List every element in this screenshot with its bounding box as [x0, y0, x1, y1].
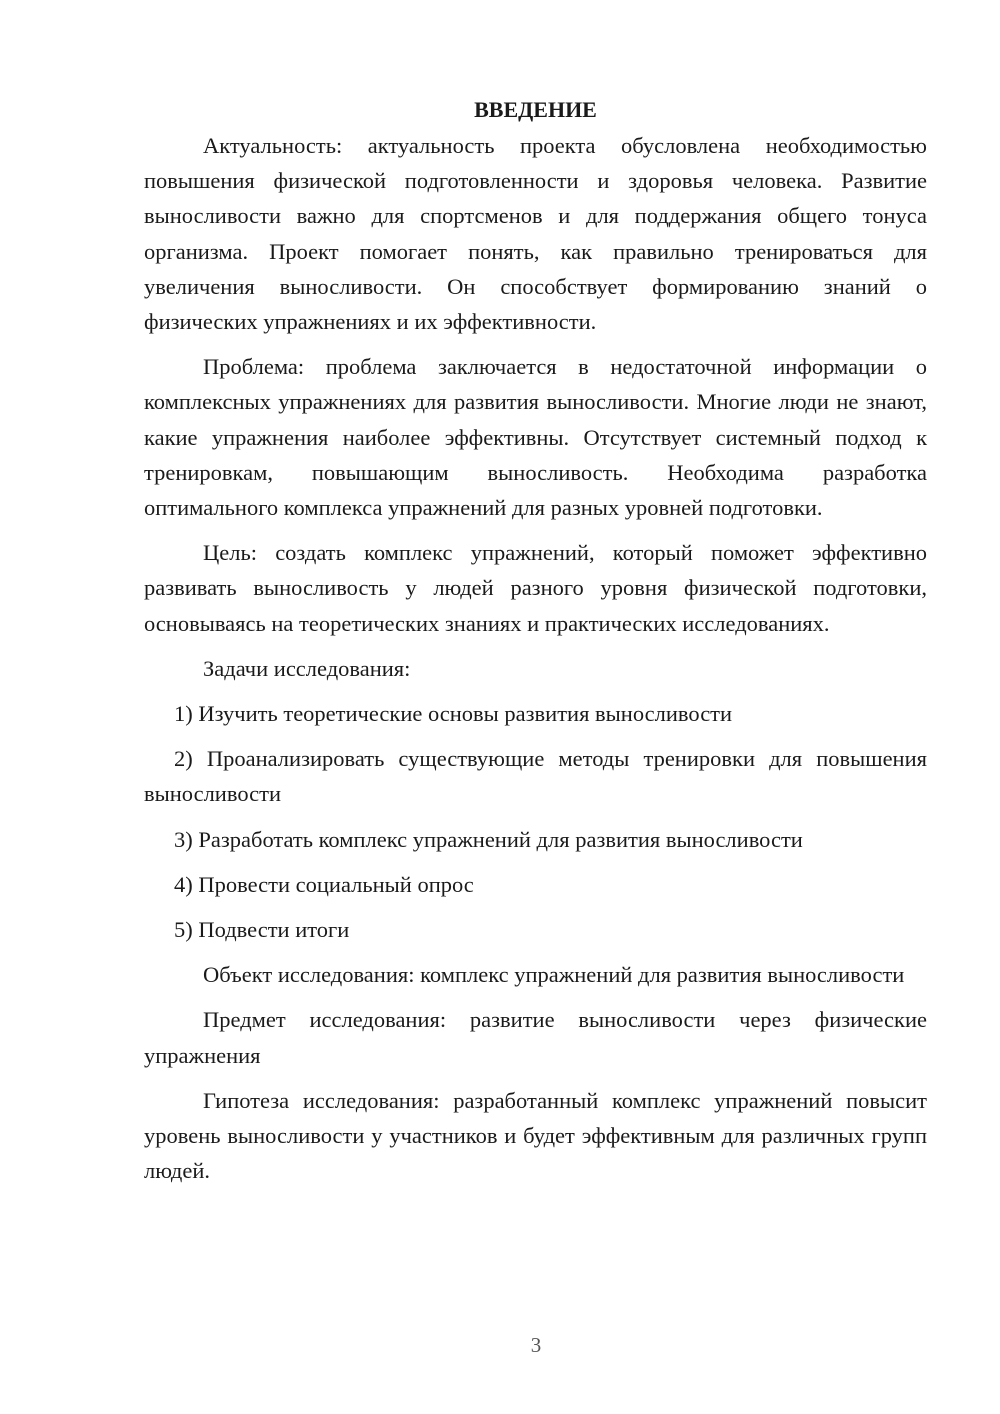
- page-title: ВВЕДЕНИЕ: [474, 97, 597, 122]
- task-item-5: 5) Подвести итоги: [174, 917, 350, 943]
- task-item-3: 3) Разработать комплекс упражнений для развития выносливости: [174, 826, 803, 852]
- task-item-1: 1) Изучить теоретические основы развития выносливости: [174, 701, 733, 727]
- document-page: [144, 92, 927, 1198]
- task-item-2: 2) Проанализировать существующие методы тренировки для повышения выносливости: [144, 746, 927, 807]
- paragraph-subject: Предмет исследования: развитие выносливости через физические упражнения: [144, 1007, 927, 1068]
- paragraph-object: Объект исследования: комплекс упражнений для развития выносливости: [203, 962, 905, 988]
- paragraph-problem: Проблема: проблема заключается в недостаточной информации о комплексных упражнениях для развития выносливости. Многие люди не знают, какие упражнения наиболее эффективны. Отсутствует системный подход к тренировкам, повышающим выносливость. Необходима разработка оптимального комплекса упражнений для разных уровней подготовки.: [144, 354, 927, 521]
- task-item-4: 4) Провести социальный опрос: [174, 871, 474, 897]
- paragraph-hypothesis: Гипотеза исследования: разработанный комплекс упражнений повысит уровень выносливости у участников и будет эффективным для различных групп людей.: [144, 1087, 927, 1184]
- paragraph-tasks-intro: Задачи исследования:: [203, 655, 411, 681]
- paragraph-relevance: Актуальность: актуальность проекта обусловлена необходимостью повышения физической подготовленности и здоровья человека. Развитие выносливости важно для спортсменов и для поддержания общего тонуса организма. Проект помогает понять, как правильно тренироваться для увеличения выносливости. Он способствует формированию знаний о физических упражнениях и их эффективности.: [144, 133, 927, 335]
- page-number: 3: [530, 1333, 542, 1357]
- paragraph-goal: Цель: создать комплекс упражнений, который поможет эффективно развивать выносливость у людей разного уровня физической подготовки, основываясь на теоретических знаниях и практических исследованиях.: [144, 540, 927, 636]
